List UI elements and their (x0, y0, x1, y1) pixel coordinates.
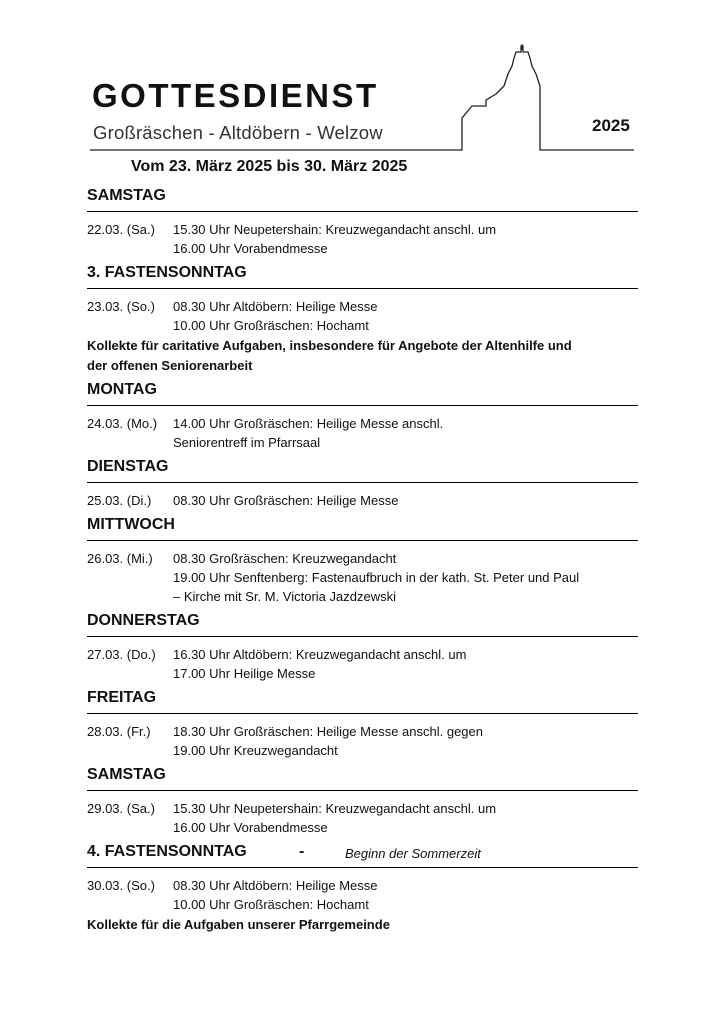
entry-line: 08.30 Großräschen: Kreuzwegandacht (173, 551, 397, 566)
day-heading-label: MITTWOCH (87, 516, 175, 533)
service-entry (87, 722, 638, 760)
day-section (87, 187, 638, 264)
collection-note: Kollekte für caritative Aufgaben, insbesondere für Angebote der Altenhilfe und (87, 338, 572, 353)
entry-line: 08.30 Uhr Großräschen: Heilige Messe (173, 493, 399, 508)
day-heading (87, 689, 638, 714)
day-section (87, 766, 638, 843)
entry-line: 08.30 Uhr Altdöbern: Heilige Messe (173, 299, 378, 314)
service-entry (87, 645, 638, 683)
day-heading (87, 264, 638, 289)
church-outline-icon (0, 0, 724, 160)
day-heading-label: 4. FASTENSONNTAG (87, 843, 247, 860)
service-entry (87, 491, 638, 510)
day-section (87, 612, 638, 689)
day-section (87, 843, 638, 940)
entry-line: 18.30 Uhr Großräschen: Heilige Messe anschl. gegen (173, 724, 483, 739)
day-heading-label: DONNERSTAG (87, 612, 200, 629)
service-entry (87, 799, 638, 837)
entry-line: 08.30 Uhr Altdöbern: Heilige Messe (173, 878, 378, 893)
entry-line: – Kirche mit Sr. M. Victoria Jazdzewski (173, 589, 396, 604)
entry-date: 26.03. (Mi.) (87, 551, 153, 566)
entry-line: 19.00 Uhr Senftenberg: Fastenaufbruch in der kath. St. Peter und Paul (173, 570, 580, 585)
day-heading-label: SAMSTAG (87, 187, 166, 204)
entry-line: 15.30 Uhr Neupetershain: Kreuzwegandacht anschl. um (173, 801, 497, 816)
day-heading (87, 766, 638, 791)
day-heading (87, 187, 638, 212)
heading-dash: - (299, 843, 305, 860)
day-heading-label: SAMSTAG (87, 766, 166, 783)
entry-line: 14.00 Uhr Großräschen: Heilige Messe anschl. (173, 416, 444, 431)
schedule (87, 187, 638, 940)
entry-date: 27.03. (Do.) (87, 647, 156, 662)
day-section (87, 458, 638, 516)
entry-date: 28.03. (Fr.) (87, 724, 151, 739)
day-section (87, 381, 638, 458)
heading-note: Beginn der Sommerzeit (345, 846, 481, 861)
page-header (0, 0, 724, 160)
service-entry (87, 297, 638, 335)
day-heading (87, 843, 638, 868)
entry-date: 23.03. (So.) (87, 299, 155, 314)
day-heading-label: MONTAG (87, 381, 157, 398)
day-heading (87, 516, 638, 541)
entry-date: 30.03. (So.) (87, 878, 155, 893)
day-section (87, 264, 638, 381)
page-title: GOTTESDIENST (92, 77, 379, 114)
service-entry (87, 220, 638, 258)
day-heading (87, 612, 638, 637)
entry-date: 24.03. (Mo.) (87, 416, 158, 431)
day-heading (87, 381, 638, 406)
collection-note: Kollekte für die Aufgaben unserer Pfarrgemeinde (87, 917, 390, 932)
year-label: 2025 (592, 116, 630, 135)
service-entry (87, 414, 638, 452)
day-heading-label: FREITAG (87, 689, 157, 706)
day-heading-label: 3. FASTENSONNTAG (87, 264, 247, 281)
day-heading (87, 458, 638, 483)
day-section (87, 516, 638, 612)
entry-line: 15.30 Uhr Neupetershain: Kreuzwegandacht anschl. um (173, 222, 497, 237)
entry-line: 16.00 Uhr Vorabendmesse (173, 241, 328, 256)
entry-date: 29.03. (Sa.) (87, 801, 155, 816)
entry-line: 10.00 Uhr Großräschen: Hochamt (173, 318, 369, 333)
day-heading-label: DIENSTAG (87, 458, 169, 475)
date-range: Vom 23. März 2025 bis 30. März 2025 (131, 158, 408, 175)
entry-line: 10.00 Uhr Großräschen: Hochamt (173, 897, 369, 912)
entry-line: 17.00 Uhr Heilige Messe (173, 666, 316, 681)
day-section (87, 689, 638, 766)
entry-line: 16.00 Uhr Vorabendmesse (173, 820, 328, 835)
entry-date: 25.03. (Di.) (87, 493, 152, 508)
parish-subtitle: Großräschen - Altdöbern - Welzow (93, 122, 383, 143)
entry-date: 22.03. (Sa.) (87, 222, 155, 237)
entry-line: 19.00 Uhr Kreuzwegandacht (173, 743, 338, 758)
collection-note: der offenen Seniorenarbeit (87, 358, 253, 373)
entry-line: 16.30 Uhr Altdöbern: Kreuzwegandacht anschl. um (173, 647, 467, 662)
service-entry (87, 876, 638, 914)
entry-line: Seniorentreff im Pfarrsaal (173, 435, 321, 450)
service-entry (87, 549, 638, 606)
